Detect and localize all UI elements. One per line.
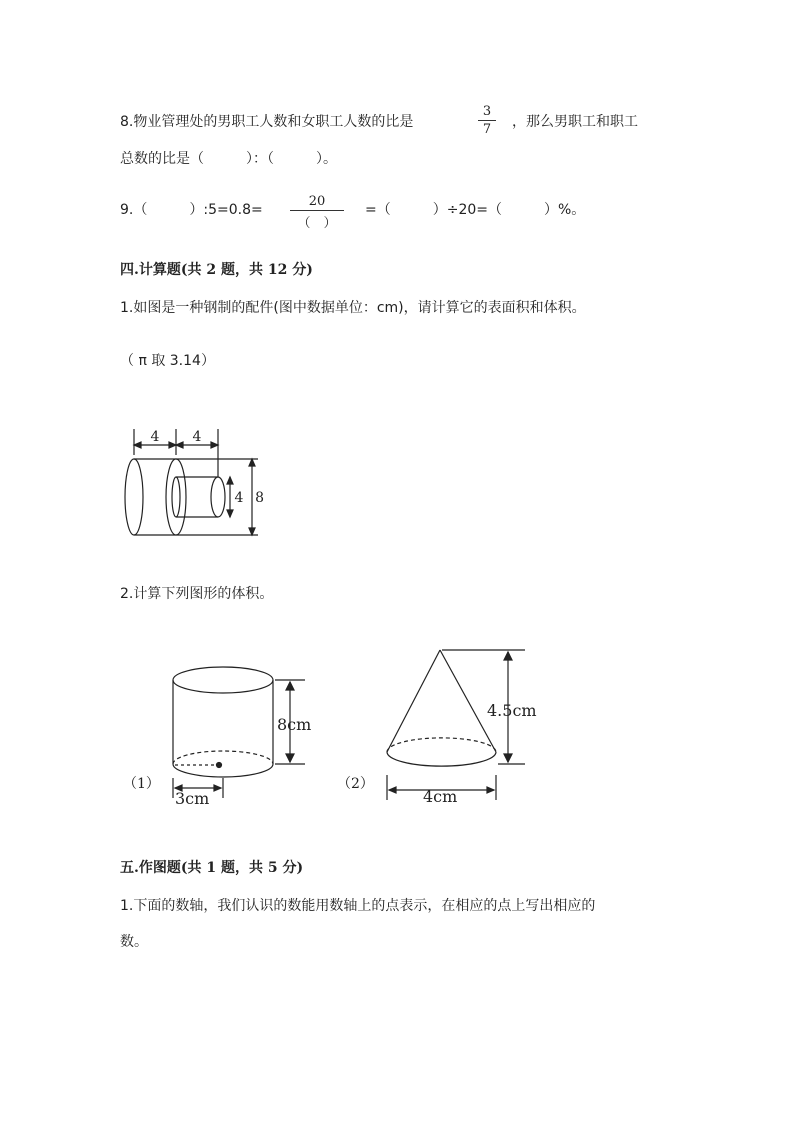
dim-big-diameter: 8 — [255, 490, 264, 506]
cylinder-index-label: （1） — [123, 776, 160, 792]
s5-q1-line1: 1.下面的数轴，我们认识的数能用数轴上的点表示，在相应的点上写出相应的 — [120, 898, 596, 914]
q8-text-line1: 8.物业管理处的男职工人数和女职工人数的比是 — [120, 114, 414, 130]
dim-width-1: 4 — [150, 429, 160, 445]
q8-text-line2: 总数的比是（ ）：（ ）。 — [120, 151, 337, 167]
cylinder-radius-label: 3cm — [175, 789, 210, 808]
q9-text-before: 9.（ ）:5=0.8= — [120, 202, 263, 218]
dim-small-diameter: 4 — [234, 490, 244, 506]
s5-q1-line2: 数。 — [120, 934, 148, 950]
steel-part-figure — [118, 425, 268, 540]
s4-q1-note: （ π 取 3.14） — [120, 353, 215, 369]
fraction-denominator: （ ） — [297, 216, 337, 231]
cone-height-label: 4.5cm — [487, 701, 537, 720]
q8-text-line1-tail: ，那么男职工和职工 — [512, 114, 638, 130]
s4-q1-text: 1.如图是一种钢制的配件(图中数据单位：cm)，请计算它的表面积和体积。 — [120, 300, 586, 316]
q9-fraction — [290, 194, 344, 231]
dim-width-2: 4 — [192, 429, 202, 445]
cylinder-height-label: 8cm — [277, 715, 312, 734]
q8-fraction — [478, 104, 496, 137]
section-4-heading: 四.计算题(共 2 题，共 12 分) — [120, 262, 313, 278]
q9-text-after: =（ ）÷20=（ ）%。 — [365, 202, 586, 218]
s4-q2-text: 2.计算下列图形的体积。 — [120, 586, 274, 602]
fraction-bar — [478, 120, 496, 121]
fraction-numerator: 20 — [308, 194, 326, 209]
section-5-heading: 五.作图题(共 1 题，共 5 分) — [120, 860, 304, 876]
cone-diameter-label: 4cm — [423, 787, 458, 806]
cone-index-label: （2） — [337, 776, 374, 792]
fraction-bar — [290, 210, 344, 211]
fraction-numerator: 3 — [482, 104, 492, 119]
fraction-denominator: 7 — [482, 122, 492, 137]
cylinder-cone-figure — [115, 640, 555, 810]
